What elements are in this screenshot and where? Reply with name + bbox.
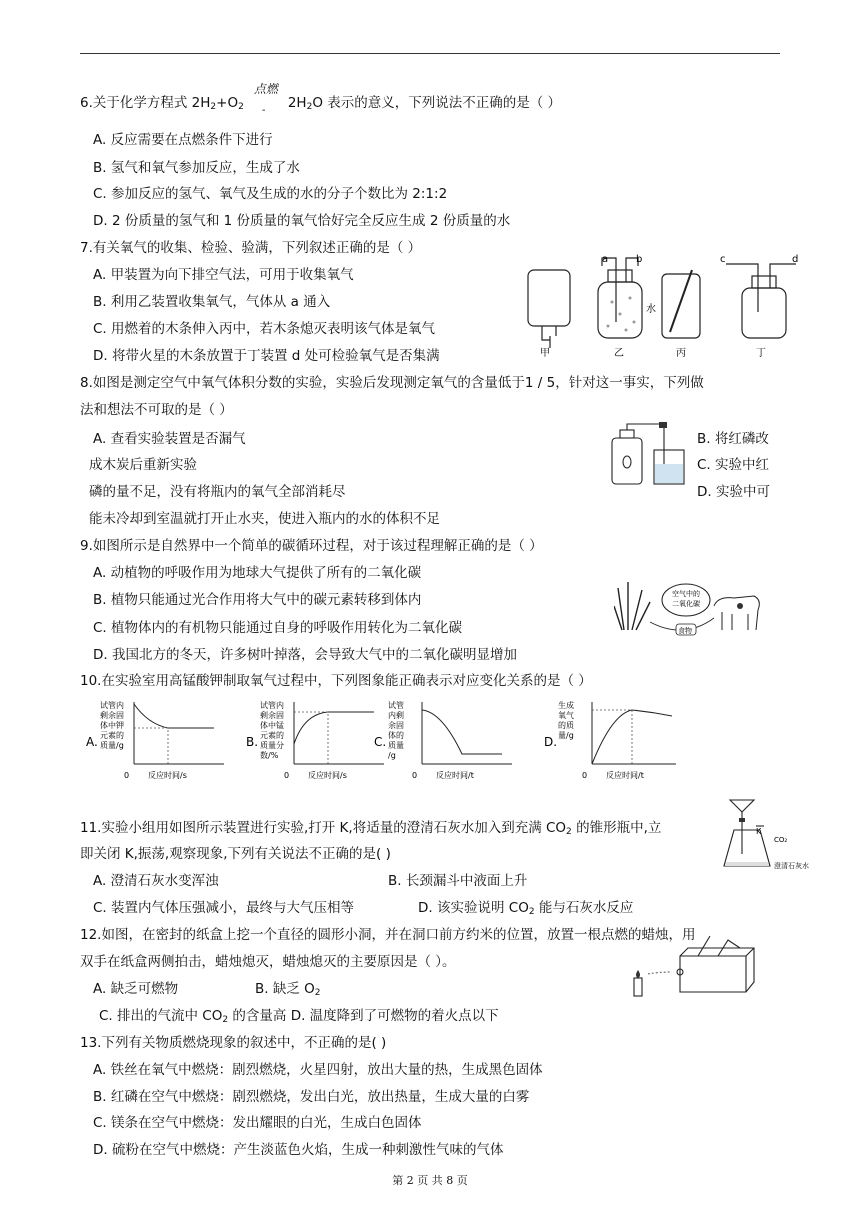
q13-stem: 13.下列有关物质燃烧现象的叙述中，不正确的是( ) (80, 1035, 387, 1051)
oxygen-volume-apparatus-figure (608, 420, 690, 488)
q10-graph-d (544, 700, 676, 780)
gas-collection-apparatus-figure (520, 252, 800, 360)
graph-origin: 0 (284, 771, 290, 780)
graph-x-label: 反应时间/s (308, 771, 347, 780)
q9-stem: 9.如图所示是自然界中一个简单的碳循环过程，对于该过程理解正确的是（ ） (80, 538, 543, 554)
q9-option-d: D. 我国北方的冬天，许多树叶掉落，会导致大气中的二氧化碳明显增加 (93, 647, 517, 663)
q13-option-a: A. 铁丝在氧气中燃烧：剧烈燃烧，火星四射，放出大量的热，生成黑色固体 (93, 1062, 543, 1078)
graph-y-label: 元素的 (260, 731, 284, 740)
q9-option-a: A. 动植物的呼吸作用为地球大气提供了所有的二氧化碳 (93, 565, 422, 581)
graph-y-label: /g (388, 751, 396, 760)
q12-option-a: A. 缺乏可燃物 (93, 981, 179, 997)
q8-option-c-tail: 磷的量不足，没有将瓶内的氧气全部消耗尽 (89, 484, 346, 500)
graph-y-label: 体中钾 (100, 721, 124, 730)
graph-option-label: B. (246, 735, 259, 749)
co2-label: CO₂ (774, 836, 788, 844)
q9-option-c: C. 植物体内的有机物只能通过自身的呼吸作用转化为二氧化碳 (93, 620, 463, 636)
candle-box-figure (628, 934, 758, 1000)
graph-y-label: 体中锰 (260, 721, 284, 730)
guide-line (294, 712, 328, 764)
graph-y-label: 试管内 (260, 701, 284, 710)
q6-stem: 6.关于化学方程式 $2H_2+O_2$ 点燃 - $2H_2O$ 表示的意义，下列说法不正确的是（ ） (80, 82, 562, 116)
food-label: 食物 (678, 627, 692, 635)
graph-origin: 0 (412, 771, 418, 780)
q6-option-b: B. 氢气和氧气参加反应，生成了水 (93, 160, 300, 176)
graph-option-label: A. (86, 735, 98, 749)
limewater-apparatus-figure (716, 796, 816, 874)
q11-stem-line1: 11.实验小组用如图所示装置进行实验,打开 K,将适量的澄清石灰水加入到充满 $CO_2$ 的锥形瓶中,立 (80, 820, 662, 837)
graph-y-label: 内剩 (388, 711, 404, 720)
page-footer: 第 2 页 共 8 页 (392, 1174, 468, 1187)
q11-option-c: C. 装置内气体压强减小，最终与大气压相等 (93, 900, 355, 916)
header-rule (80, 53, 780, 54)
q9-option-b: B. 植物只能通过光合作用将大气中的碳元素转移到体内 (93, 592, 422, 608)
graph-x-label: 反应时间/t (436, 771, 474, 780)
reaction-condition: 点燃 - (253, 82, 278, 116)
q8-option-a: A. 查看实验装置是否漏气 (93, 431, 246, 447)
graph-origin: 0 (124, 771, 130, 780)
graph-y-label: 剩余固 (260, 711, 284, 720)
q13-option-b: B. 红磷在空气中燃烧：剧烈燃烧，发出白光，放出热量，生成大量的白雾 (93, 1089, 530, 1105)
q10-graph-c (374, 700, 512, 780)
graph-option-label: D. (544, 735, 558, 749)
q10-graph-a (86, 700, 224, 780)
q6-option-a: A. 反应需要在点燃条件下进行 (93, 132, 273, 148)
valve-k-label: K (756, 827, 762, 836)
q8-stem-line1: 8.如图是测定空气中氧气体积分数的实验，实验后发现测定氧气的含量低于1 / 5，针对这一事实，下列做 (80, 375, 704, 391)
q12-stem-line2: 双手在纸盒两侧拍击，蜡烛熄灭，蜡烛熄灭的主要原因是（ ）。 (80, 954, 456, 970)
graph-y-label: 量/g (558, 731, 574, 740)
graph-y-label: 氧气 (558, 711, 574, 720)
q7-option-b: B. 利用乙装置收集氧气，气体从 a 通入 (93, 294, 331, 310)
q6-option-d: D. 2 份质量的氢气和 1 份质量的氧气恰好完全反应生成 2 份质量的水 (93, 213, 511, 229)
q10-graphs (86, 700, 676, 786)
graph-curve (422, 710, 502, 754)
label-yi: 乙 (614, 348, 624, 359)
q11-option-b: B. 长颈漏斗中液面上升 (388, 873, 528, 889)
q12-option-c-and-d: C. 排出的气流中 $CO_2$ 的含量高 D. 温度降到了可燃物的着火点以下 (99, 1008, 499, 1025)
label-b: b (636, 254, 643, 265)
q8-option-d-tail: 能未冷却到室温就打开止水夹，使进入瓶内的水的体积不足 (89, 511, 440, 527)
q12-stem-line1: 12.如图，在密封的纸盒上挖一个直径的圆形小洞，并在洞口前方约米的位置，放置一根点燃的蜡烛，用 (80, 927, 696, 943)
label-ding: 丁 (756, 348, 766, 359)
graph-x-label: 反应时间/s (148, 771, 187, 780)
q10-stem: 10.在实验室用高锰酸钾制取氧气过程中，下列图象能正确表示对应变化关系的是（ ） (80, 673, 592, 689)
graph-curve (294, 712, 374, 744)
q13-option-c: C. 镁条在空气中燃烧：发出耀眼的白光，生成白色固体 (93, 1115, 422, 1131)
graph-x-label: 反应时间/t (606, 771, 644, 780)
graph-y-label: 剩余固 (100, 711, 124, 720)
q11-option-d: D. 该实验说明 $CO_2$ 能与石灰水反应 (418, 900, 634, 917)
graph-y-label: 质量/g (100, 741, 124, 750)
q7-stem: 7.有关氧气的收集、检验、验满，下列叙述正确的是（ ） (80, 240, 422, 256)
bubble-line2: 二氧化碳 (672, 600, 700, 608)
q8-option-b-tail: 成木炭后重新实验 (89, 457, 197, 473)
graph-y-label: 试管内 (100, 701, 124, 710)
limewater-label: 澄清石灰水 (774, 862, 809, 870)
q7-option-c: C. 用燃着的木条伸入丙中，若木条熄灭表明该气体是氧气 (93, 321, 436, 337)
graph-y-label: 质量 (388, 741, 404, 750)
graph-y-label: 试管 (388, 701, 404, 710)
q8-option-d-head: D. 实验中可 (697, 484, 770, 500)
label-water: 水 (646, 304, 656, 315)
q10-graph-b (246, 700, 387, 780)
q11-option-a: A. 澄清石灰水变浑浊 (93, 873, 219, 889)
carbon-cycle-figure (614, 578, 764, 640)
graph-y-label: 质量分 (260, 741, 284, 750)
graph-y-label: 元素的 (100, 731, 124, 740)
graph-curve (134, 704, 214, 728)
graph-y-label: 生成 (558, 701, 574, 710)
q12-option-b: B. 缺乏 $O_2$ (255, 981, 321, 998)
q11-stem-line2: 即关闭 K,振荡,观察现象,下列有关说法不正确的是( ) (80, 846, 391, 862)
graph-origin: 0 (582, 771, 588, 780)
guide-line (134, 728, 168, 764)
label-a: a (602, 254, 609, 265)
label-jia: 甲 (540, 348, 550, 359)
q8-option-c-head: C. 实验中红 (697, 457, 770, 473)
q8-stem-line2: 法和想法不可取的是（ ） (80, 402, 233, 418)
label-bing: 丙 (676, 348, 686, 359)
q8-option-b-head: B. 将红磷改 (697, 431, 769, 447)
bubble-line1: 空气中的 (672, 590, 700, 598)
graph-y-label: 体的 (388, 731, 404, 740)
graph-y-label: 的质 (558, 721, 574, 730)
q6-option-c: C. 参加反应的氢气、氧气及生成的水的分子个数比为 2:1:2 (93, 186, 448, 202)
guide-line (592, 710, 632, 764)
graph-y-label: 余固 (388, 721, 404, 730)
graph-option-label: C. (374, 735, 387, 749)
graph-y-label: 数/% (260, 751, 279, 760)
label-c: c (720, 254, 726, 265)
label-d: d (792, 254, 799, 265)
q7-option-a: A. 甲装置为向下排空气法，可用于收集氧气 (93, 267, 354, 283)
q13-option-d: D. 硫粉在空气中燃烧：产生淡蓝色火焰，生成一种刺激性气味的气体 (93, 1142, 504, 1158)
q7-option-d: D. 将带火星的木条放置于丁装置 d 处可检验氧气是否集满 (93, 348, 440, 364)
